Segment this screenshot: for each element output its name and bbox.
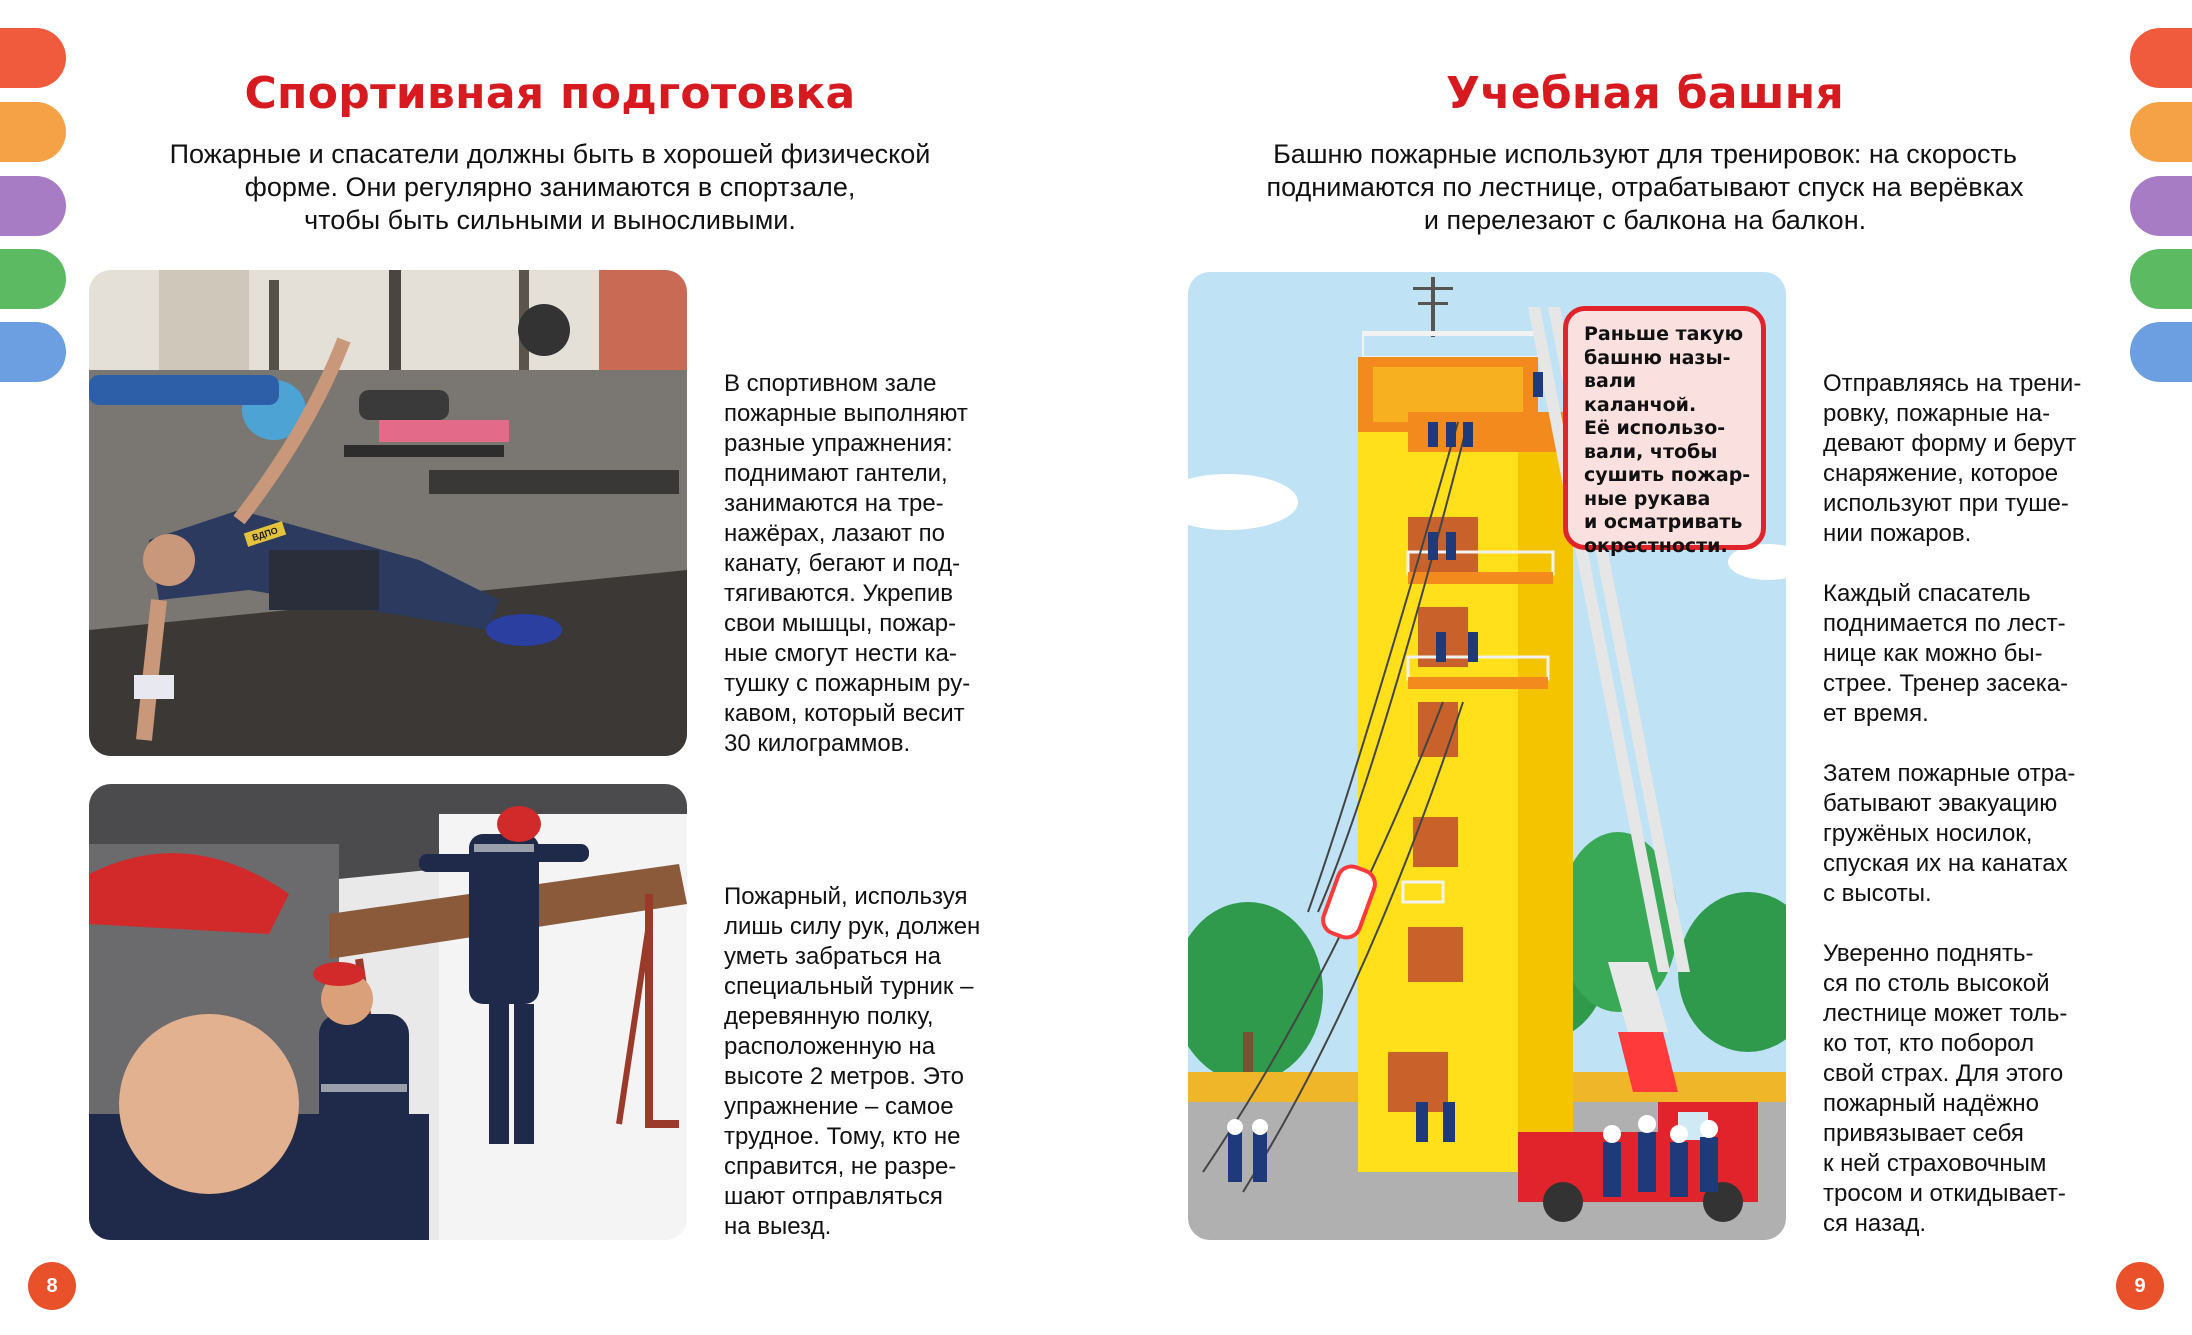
bar-text-line: специальный турник –	[724, 973, 974, 1000]
gym-text-line: разные упражнения:	[724, 430, 953, 457]
uniform-patch: ВДПО	[244, 521, 286, 547]
right-page-title: Учебная башня	[1445, 68, 1845, 119]
page-number-right: 9	[2116, 1262, 2164, 1310]
bar-text-line: лишь силу рук, должен	[724, 913, 981, 940]
paragraph	[1823, 939, 2123, 1239]
gym-text-line: занимаются на тре-	[724, 490, 944, 517]
wooden-bar-exercise-photo	[89, 784, 687, 1240]
intro-line: Пожарные и спасатели должны быть в хорошей физической	[169, 139, 931, 169]
text-line: ет время.	[1823, 700, 1929, 727]
text-line: спуская их на канатах	[1823, 850, 2068, 877]
paragraph	[1823, 369, 2123, 549]
intro-line: и перелезают с балкона на балкон.	[1423, 205, 1867, 235]
left-page-intro	[90, 138, 1010, 237]
color-tab-purple-right[interactable]	[2130, 176, 2192, 236]
bar-text-line: Пожарный, используя	[724, 883, 968, 910]
text-line: используют при туше-	[1823, 490, 2069, 517]
intro-line: форме. Они регулярно занимаются в спортзале,	[244, 172, 856, 202]
text-line: к ней страховочным	[1823, 1150, 2047, 1177]
bar-text-line: деревянную полку,	[724, 1003, 934, 1030]
color-tab-green-right[interactable]	[2130, 249, 2192, 309]
text-line: привязывает себя	[1823, 1120, 2024, 1147]
color-tab-orange-right[interactable]	[2130, 102, 2192, 162]
text-line: нице как можно бы-	[1823, 640, 2043, 667]
callout-line: вали, чтобы	[1584, 440, 1718, 463]
paragraph	[1823, 579, 2123, 729]
bar-text-line: уметь забраться на	[724, 943, 941, 970]
right-page-text	[1823, 369, 2123, 1269]
gym-text-line: В спортивном зале	[724, 370, 937, 397]
bar-text-line: шают отправляться	[724, 1183, 943, 1210]
history-callout	[1563, 306, 1766, 557]
gym-exercise-text	[724, 369, 1024, 759]
bar-text-line: расположенную на	[724, 1033, 936, 1060]
text-line: пожарный надёжно	[1823, 1090, 2040, 1117]
callout-line: Её использо-	[1584, 417, 1726, 439]
color-tab-purple-left[interactable]	[0, 176, 66, 236]
gym-text-line: канату, бегают и под-	[724, 550, 961, 577]
gym-text-line: тушку с пожарным ру-	[724, 670, 971, 697]
callout-line: сушить пожар-	[1584, 464, 1751, 486]
color-tab-green-left[interactable]	[0, 249, 66, 309]
text-line: ся назад.	[1823, 1210, 1927, 1237]
bar-text-line: высоте 2 метров. Это	[724, 1063, 964, 1090]
text-line: стрее. Тренер засека-	[1823, 670, 2069, 697]
text-line: Отправляясь на трени-	[1823, 370, 2082, 397]
gym-text-line: нажёрах, лазают по	[724, 520, 945, 547]
gym-text-line: тягиваются. Укрепив	[724, 580, 954, 607]
text-line: свой страх. Для этого	[1823, 1060, 2064, 1087]
text-line: Каждый спасатель	[1823, 580, 2031, 607]
gym-text-line: свои мышцы, пожар-	[724, 610, 957, 637]
text-line: ко тот, кто поборол	[1823, 1030, 2035, 1057]
gym-text-line: пожарные выполняют	[724, 400, 968, 427]
callout-line: и осматривать	[1584, 511, 1743, 533]
callout-line: вали каланчой.	[1584, 370, 1697, 416]
text-line: гружёных носилок,	[1823, 820, 2033, 847]
left-page-title: Спортивная подготовка	[244, 68, 856, 119]
gym-text-line: 30 килограммов.	[724, 730, 911, 757]
text-line: батывают эвакуацию	[1823, 790, 2058, 817]
intro-line: поднимаются по лестнице, отрабатывают спуск на верёвках	[1266, 172, 2024, 202]
text-line: снаряжение, которое	[1823, 460, 2059, 487]
page-number-left: 8	[28, 1262, 76, 1310]
wooden-bar-text	[724, 882, 1024, 1242]
color-tab-blue-left[interactable]	[0, 322, 66, 382]
text-line: поднимается по лест-	[1823, 610, 2066, 637]
gym-text-line: ные смогут нести ка-	[724, 640, 957, 667]
color-tab-blue-right[interactable]	[2130, 322, 2192, 382]
text-line: ровку, пожарные на-	[1823, 400, 2051, 427]
text-line: нии пожаров.	[1823, 520, 1972, 547]
text-line: лестнице может толь-	[1823, 1000, 2068, 1027]
callout-line: окрестности.	[1584, 534, 1728, 557]
text-line: Затем пожарные отра-	[1823, 760, 2076, 787]
intro-line: Башню пожарные используют для тренировок: на скорость	[1273, 139, 2017, 169]
callout-line: ные рукава	[1584, 487, 1711, 510]
bar-text-line: справится, не разре-	[724, 1153, 957, 1180]
color-tab-red-left[interactable]	[0, 28, 66, 88]
callout-line: башню назы-	[1584, 346, 1731, 369]
text-line: ся по столь высокой	[1823, 970, 2050, 997]
text-line: Уверенно поднять-	[1823, 940, 2034, 967]
paragraph	[1823, 759, 2123, 909]
right-page-intro	[1185, 138, 2105, 237]
text-line: с высоты.	[1823, 880, 1932, 907]
color-tab-red-right[interactable]	[2130, 28, 2192, 88]
text-line: девают форму и берут	[1823, 430, 2077, 457]
bar-text-line: трудное. Тому, кто не	[724, 1123, 961, 1150]
gym-exercise-photo	[89, 270, 687, 756]
bar-text-line: упражнение – самое	[724, 1093, 954, 1120]
gym-text-line: кавом, который весит	[724, 700, 965, 727]
intro-line: чтобы быть сильными и выносливыми.	[304, 205, 796, 235]
bar-text-line: на выезд.	[724, 1213, 832, 1240]
color-tab-orange-left[interactable]	[0, 102, 66, 162]
gym-text-line: поднимают гантели,	[724, 460, 948, 487]
callout-line: Раньше такую	[1584, 323, 1744, 345]
text-line: тросом и откидывает-	[1823, 1180, 2066, 1207]
